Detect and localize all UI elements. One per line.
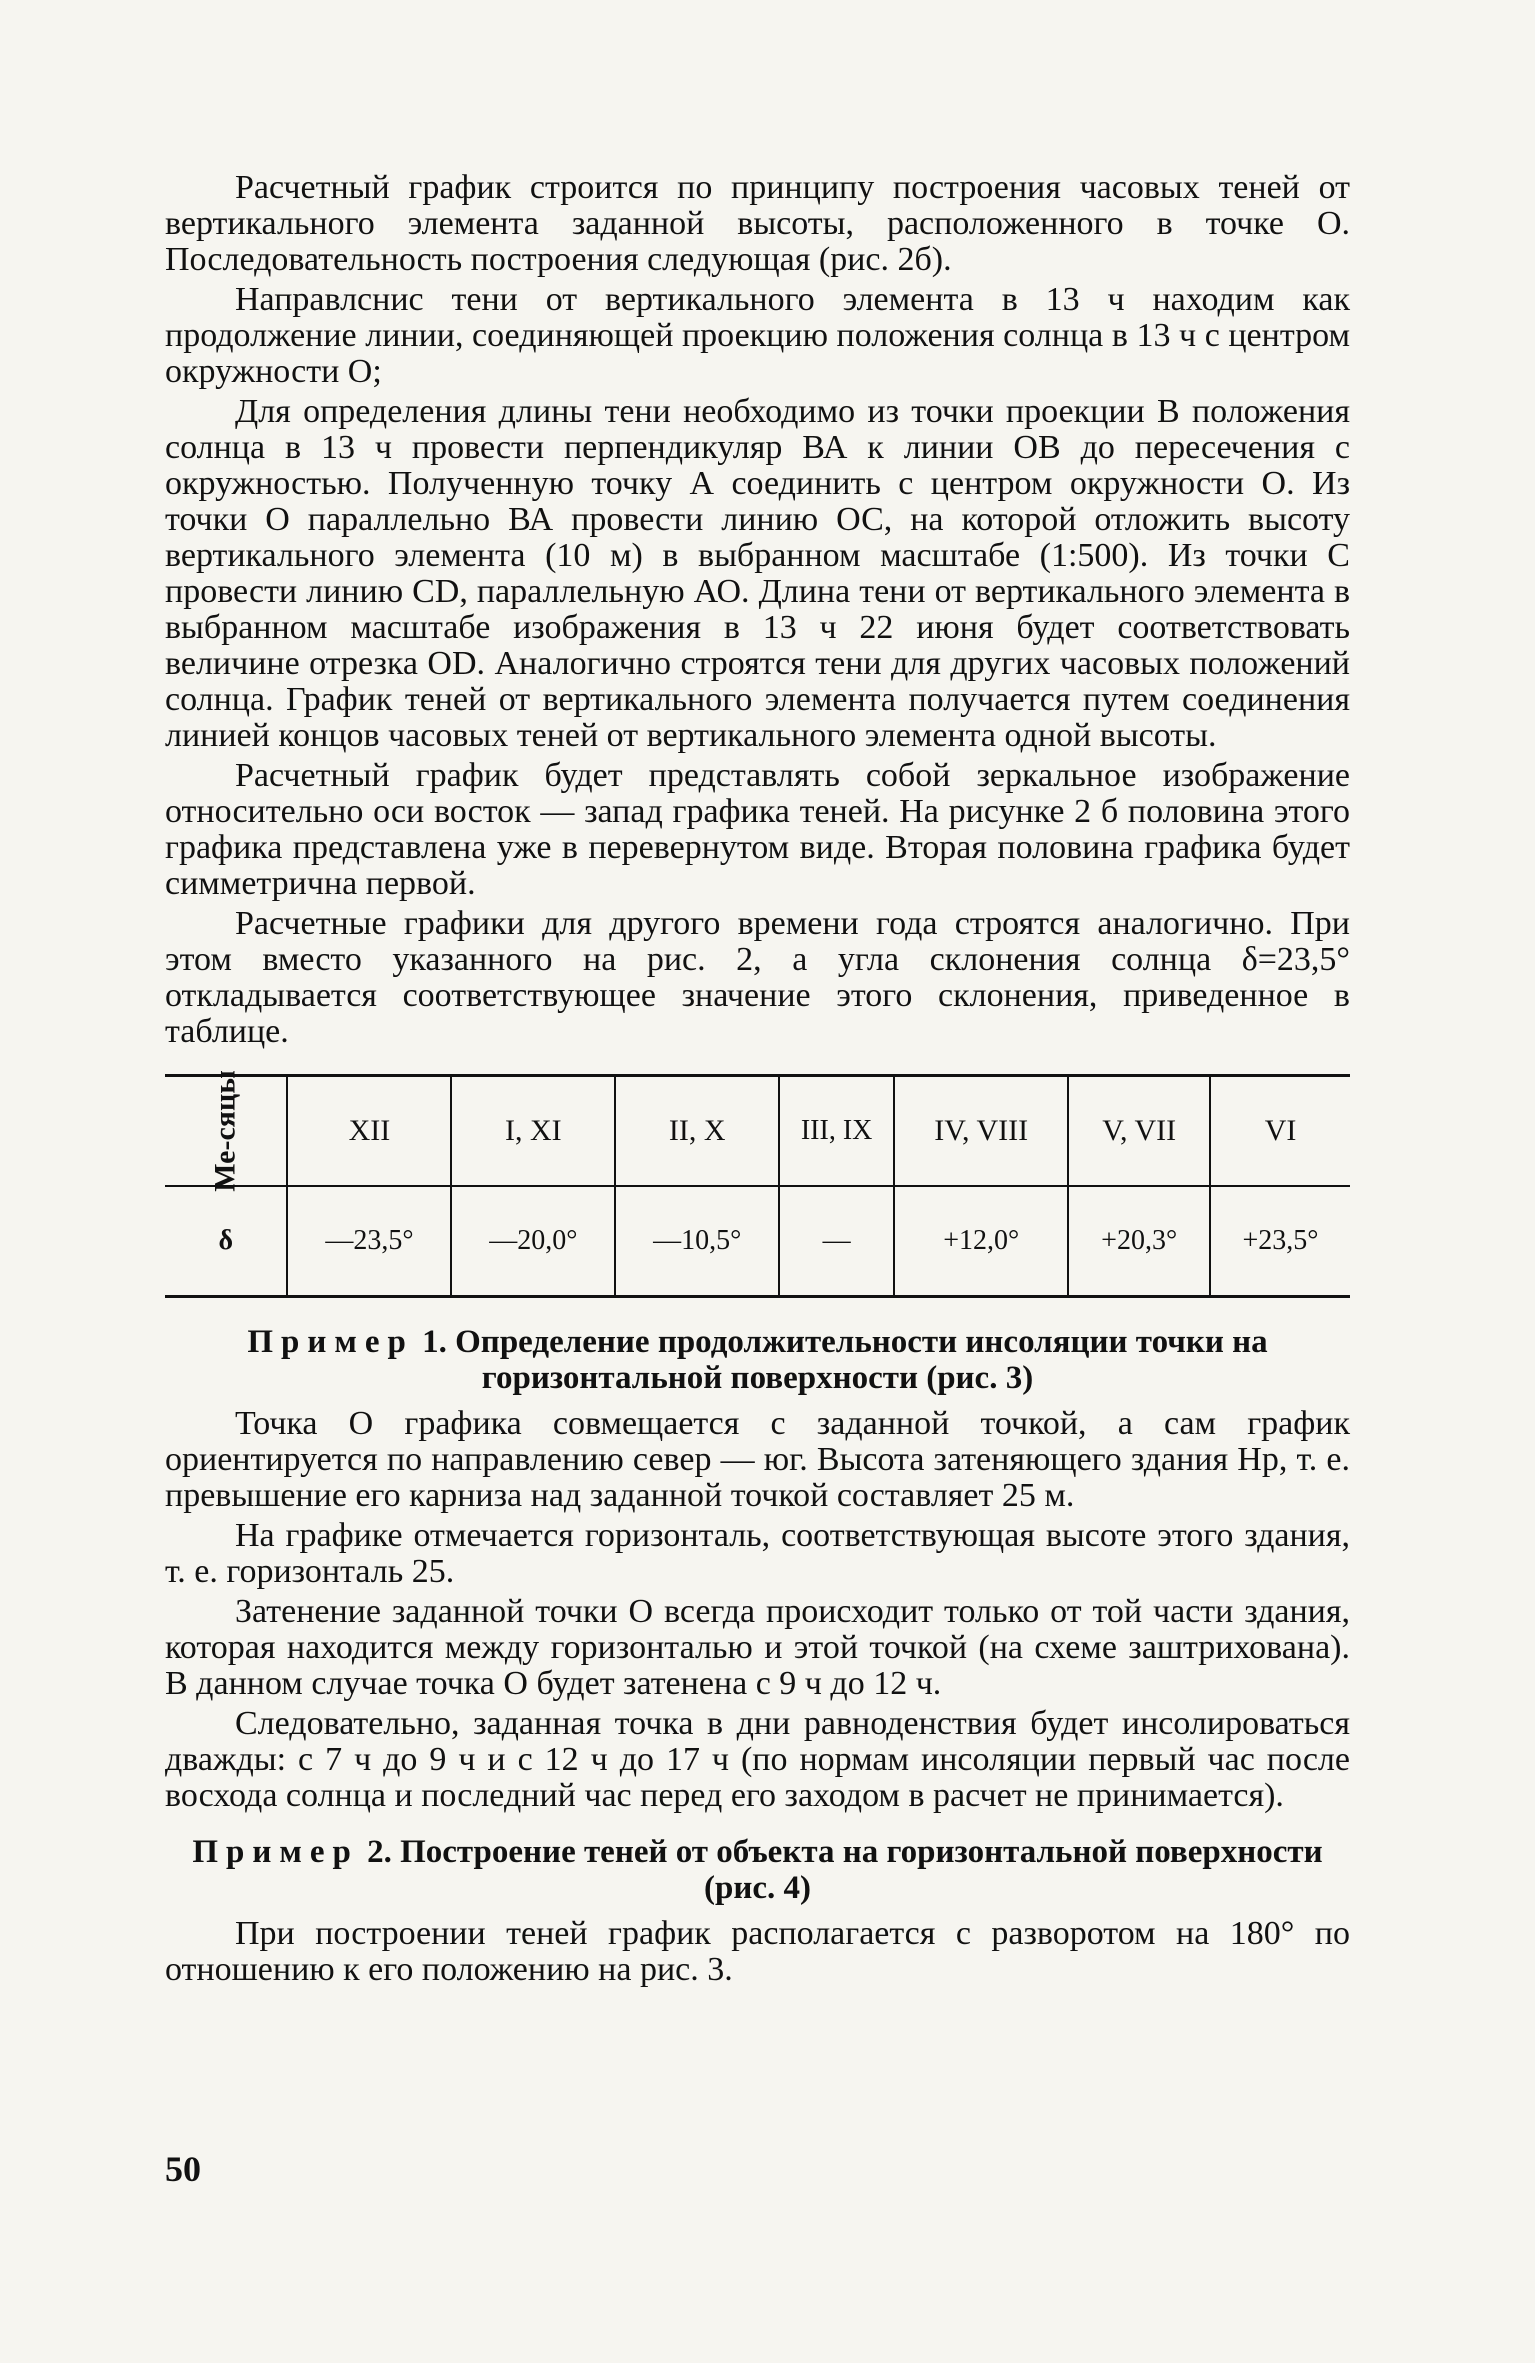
paragraph: Направлснис тени от вертикального элемента в 13 ч находим как продолжение линии, соединяющей проекцию положения солнца в 13 ч с центром окружности О; [165,281,1350,390]
table-row-header [165,1070,287,1192]
example-title: 2. Построение теней от объекта на горизонтальной поверхности (рис. 4) [367,1834,1323,1906]
table-cell: II, X [615,1076,779,1187]
example-title: 1. Определение продолжительности инсоляции точки на горизонтальной поверхности (рис. 3) [422,1324,1268,1396]
paragraph: Затенение заданной точки О всегда происходит только от той части здания, которая находится между горизонталью и этой точкой (на схеме заштрихована). В данном случае точка О будет затенена с 9 ч до 12 ч. [165,1593,1350,1702]
table-cell: —23,5° [287,1186,451,1297]
table-cell: +12,0° [894,1186,1068,1297]
page-number: 50 [165,2149,201,2189]
table-cell: V, VII [1068,1076,1210,1187]
table-row [165,1186,1350,1297]
delta-header: δ [218,1225,234,1256]
table-row [165,1076,1350,1187]
paragraph: Точка О графика совмещается с заданной точкой, а сам график ориентируется по направлению север — юг. Высота затеняющего здания Нр, т. е. превышение его карниза над заданной точкой составляет 25 м. [165,1405,1350,1514]
table-cell: XII [287,1076,451,1187]
paragraph: Для определения длины тени необходимо из точки проекции В положения солнца в 13 ч провести перпендикуляр ВА к линии ОВ до пересечения с окружностью. Полученную точку А соединить с центром окружности О. Из точки О параллельно ВА провести линию ОС, на которой отложить высоту вертикального элемента (10 м) в выбранном масштабе (1:500). Из точки С провести линию CD, параллельную АО. Длина тени от вертикального элемента в выбранном масштабе изображения в 13 ч 22 июня будет соответствовать величине отрезка OD. Аналогично строятся тени для других часовых положений солнца. График теней от вертикального элемента получается путем соединения линией концов часовых теней от вертикального элемента одной высоты. [165,393,1350,754]
page-content [165,170,1350,1988]
table-cell: —20,0° [451,1186,615,1297]
table-cell: I, XI [451,1076,615,1187]
table-cell: VI [1210,1076,1350,1187]
table-cell: III, IX [779,1076,894,1187]
table-cell: +20,3° [1068,1186,1210,1297]
declination-table [165,1070,1350,1298]
paragraph: На графике отмечается горизонталь, соответствующая высоте этого здания, т. е. горизонталь 25. [165,1517,1350,1590]
example-label: Пример [192,1834,359,1870]
paragraph: Расчетный график будет представлять собой зеркальное изображение относительно оси восток — запад графика теней. На рисунке 2 б половина этого графика представлена уже в перевернутом виде. Вторая половина графика будет симметрична первой. [165,757,1350,902]
table-cell: +23,5° [1210,1186,1350,1297]
example-label: Пример [247,1324,414,1360]
paragraph: Расчетный график строится по принципу построения часовых теней от вертикального элемента заданной высоты, расположенного в точке О. Последовательность построения следующая (рис. 2б). [165,169,1350,278]
example-2-heading [165,1834,1350,1906]
table-cell: IV, VIII [894,1076,1068,1187]
months-header: Ме-сяцы [208,1070,242,1192]
paragraph: Следовательно, заданная точка в дни равноденствия будет инсолироваться дважды: с 7 ч до 9 ч и с 12 ч до 17 ч (по нормам инсоляции первый час после восхода солнца и последний час перед его заходом в расчет не принимается). [165,1705,1350,1814]
table-cell: —10,5° [615,1186,779,1297]
paragraph: При построении теней график располагается с разворотом на 180° по отношению к его положению на рис. 3. [165,1915,1350,1988]
paragraph: Расчетные графики для другого времени года строятся аналогично. При этом вместо указанного на рис. 2, а угла склонения солнца δ=23,5° откладывается соответствующее значение этого склонения, приведенное в таблице. [165,905,1350,1050]
table-cell: — [779,1186,894,1297]
example-1-heading [165,1324,1350,1396]
